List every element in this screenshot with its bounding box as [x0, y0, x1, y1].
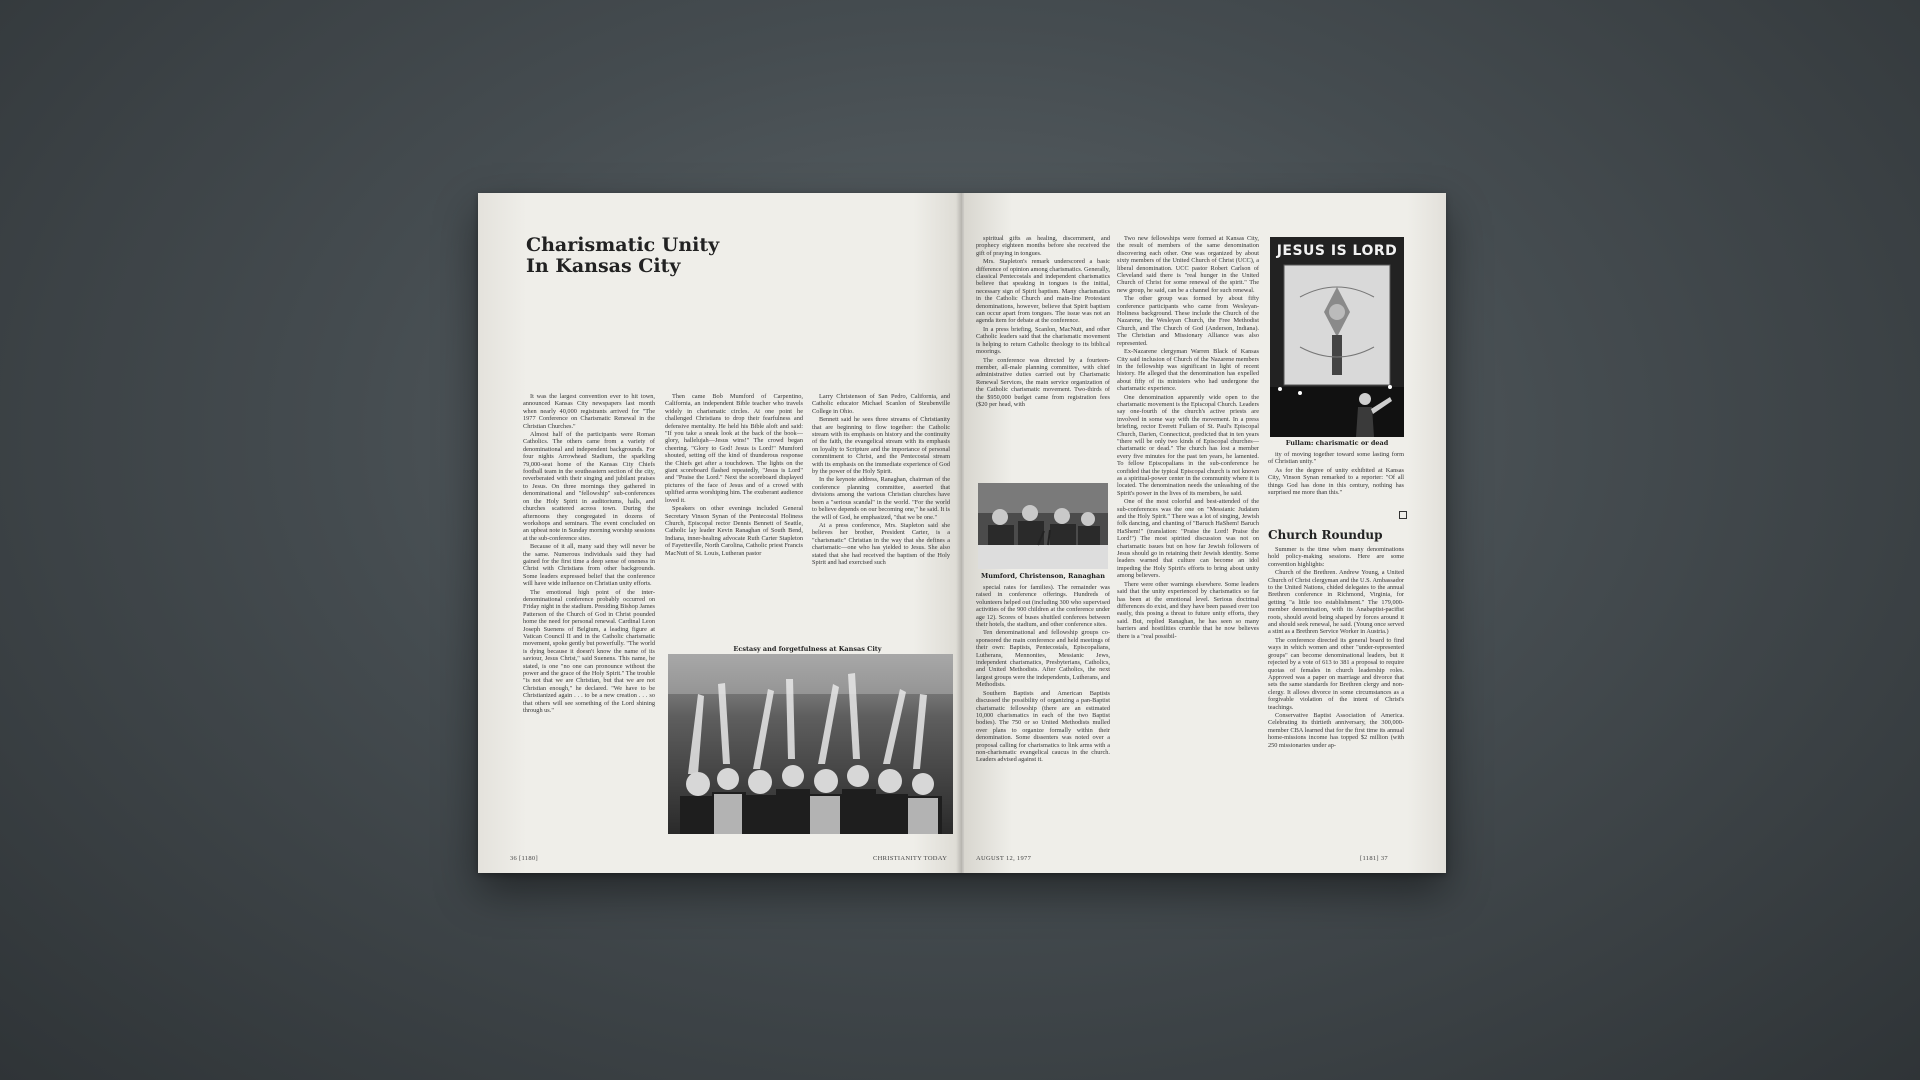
- right-page: [964, 193, 1446, 873]
- press-conference-illustration: [978, 483, 1108, 569]
- paragraph: Almost half of the participants were Roman Catholics. The others came from a variety of denominational and independent backgrounds. For four nights Arrowhead Stadium, the sparkling 79,000-seat home of the Kansas City Chiefs football team in the southeastern section of the city, reverberated with their singing and jubilant praises to Jesus. On three mornings they gathered in denominational and "fellowship" sub-conferences on the Holy Spirit in auditoriums, halls, and churches scattered across town. During the afternoons they congregated in dozens of workshops and seminars. The event concluded on an upbeat note in Sunday morning worship sessions at the sub-conference sites.: [523, 431, 655, 542]
- left-column-2: [665, 393, 803, 643]
- paragraph: Then came Bob Mumford of Carpentino, California, an independent Bible teacher who travels widely in charismatic circles. At one point he challenged Christians to drop their fearfulness and defensive mentality. He held his Bible aloft and said: "If you take a sneak look at the back of the book—glory, hallelujah—Jesus wins!" The crowd began cheering. "Glory to God! Jesus is Lord!" Mumford shouted, setting off the kind of thunderous response the Chiefs get after a touchdown. The lights on the giant scoreboard flashed repeatedly, "Jesus is Lord" and "Praise the Lord." Next the scoreboard displayed pictures of the face of Jesus and of a crowd with uplifted arms worshiping him. The exuberant audience loved it.: [665, 393, 803, 504]
- left-column-1: [523, 393, 655, 838]
- paragraph: Bennett said he sees three streams of Christianity that are beginning to flow together: the Catholic stream with its emphasis on history and the continuity of the faith, the evangelical stream with its emphasis on loyalty to Scripture and the importance of personal commitment to Christ, and the Pentecostal stream with its emphasis on the immediate experience of God by the power of the Holy Spirit.: [812, 416, 950, 476]
- fullam-photo-caption: Fullam: charismatic or dead: [1285, 439, 1389, 447]
- banner-text: JESUS IS LORD: [1276, 243, 1398, 259]
- magazine-spread: [478, 193, 1446, 873]
- paragraph: At a press conference, Mrs. Stapleton said she believes her brother, President Carter, is a "charismatic" Christian in the way that she defines a charismatic—one who has yielded to Jesus. She also stated that she had received the baptism of the Holy Spirit and had exercised such: [812, 521, 950, 566]
- jesus-is-lord-photo: [1270, 237, 1404, 437]
- paragraph: One denomination apparently wide open to the charismatic movement is the Episcopal Church. Leaders say one-fourth of the church's active priests are involved in some way with the movement. In a press briefing, rector Everett Fullam of St. Paul's Episcopal Church, Darien, Connecticut, predicted that in ten years "there will be only two kinds of Episcopal churches—charismatic or dead." The church has lost a member every five minutes for the past ten years, he lamented. To fellow Episcopalians in the sub-conference he confided that the typical Episcopal church is not known as a spiritual-power center in the community where it is located. The denomination needs the unleashing of the Spirit's power in the lives of its members, he said.: [1117, 393, 1259, 497]
- paragraph: The conference directed its general board to find ways in which women and other "under-represented groups" can become denominational leaders, but it rejected by a vote of 613 to 381 a proposal to require quotas of females in church leadership roles. Approved was a paper on marriage and divorce that sets the same standards for Brethren clergy and non-clergy. It allows divorce in some circumstances as a forgivable violation of the intent of Christ's teachings.: [1268, 636, 1404, 711]
- right-date: AUGUST 12, 1977: [976, 855, 1032, 862]
- church-roundup-heading: Church Roundup: [1268, 528, 1383, 542]
- press-conference-photo: [978, 483, 1108, 569]
- paragraph: Summer is the time when many denominations hold policy-making sessions. Here are some convention highlights:: [1268, 546, 1404, 568]
- paragraph: Larry Christenson of San Pedro, California, and Catholic educator Michael Scanlon of Steubenville College in Ohio.: [812, 393, 950, 415]
- left-magazine-name: CHRISTIANITY TODAY: [873, 855, 948, 862]
- paragraph: One of the most colorful and best-attended of the sub-conferences was the one on "Messianic Judaism and the Holy Spirit." There was a lot of singing, Jewish folk dancing, and chanting of "Baruch HaShem! Baruch HaShem!" (translation: "Praise the Lord! Praise the Lord!") The most spirited discussion was not on charismatic issues but on how far Jewish followers of Jesus should go in retaining their Jewish identity. Some leaders warned that culture can become an idol impeding the Holy Spirit's efforts to bring about unity among believers.: [1117, 498, 1259, 580]
- paragraph: special rates for families). The remainder was raised in conference offerings. Hundreds of volunteers helped out (including 300 who supervised activities of the 900 children at the conference under age 12). Scores of buses shuttled conferees between their hotels, the stadium, and other conference sites.: [976, 584, 1110, 629]
- crowd-illustration: [668, 654, 953, 834]
- right-column-2: [1117, 235, 1259, 847]
- paragraph: Mrs. Stapleton's remark underscored a basic difference of opinion among charismatics. Generally, classical Pentecostals and independent charismatics believe that speaking in tongues is the initial, necessary sign of Spirit baptism. Many charismatics in the Catholic Church and main-line Protestant denominations, however, believe that Spirit baptism can occur apart from tongues. The issue was not an agenda item for debate at the conference.: [976, 258, 1110, 325]
- paragraph: It was the largest convention ever to hit town, announced Kansas City newspapers last month when nearly 40,000 registrants arrived for "The 1977 Conference on Charismatic Renewal in the Christian Churches.": [523, 393, 655, 430]
- end-of-article-mark: [1399, 511, 1407, 519]
- paragraph: In a press briefing, Scanlon, MacNutt, and other Catholic leaders said that the charismatic movement is helping to return Catholic theology to its biblical moorings.: [976, 325, 1110, 356]
- banner-illustration: [1270, 237, 1404, 437]
- paragraph: The other group was formed by about fifty conference participants who came from Wesleyan-Holiness background. These include the Church of the Nazarene, the Wesleyan Church, the Free Methodist Church, and The Church of God (Anderson, Indiana). The Christian and Missionary Alliance was also represented.: [1117, 295, 1259, 347]
- right-column-1-top: [976, 235, 1110, 475]
- paragraph: Church of the Brethren. Andrew Young, a United Church of Christ clergyman and the U.S. Ambassador to the United Nations, chided delegates to the annual Brethren conference in Richmond, Virginia, for getting "a little too establishment." The 179,000-member denomination, with its Anabaptist-pacifist roots, should avoid being shaped by forces around it and should seek renewal, he said. (Young once served a stint as a Brethren Service Worker in Austria.): [1268, 569, 1404, 636]
- press-photo-caption: Mumford, Christenson, Ranaghan: [981, 572, 1105, 580]
- paragraph: The conference was directed by a fourteen-member, all-male planning committee, with chief administrative duties carried out by Charismatic Renewal Services, the main service organization of the Catholic charismatic movement. Two-thirds of the $950,000 budget came from registration fees ($20 per head, with: [976, 356, 1110, 408]
- paragraph: Conservative Baptist Association of America. Celebrating its thirtieth anniversary, the 300,000-member CBA learned that for the first time its annual home-missions income has topped $2 million (with 250 missionaries under ap-: [1268, 711, 1404, 749]
- paragraph: In the keynote address, Ranaghan, chairman of the conference planning committee, asserted that divisions among the various Christian churches have been a "serious scandal" in the world. "For the world to believe depends on our becoming one," he said. It is the will of God, he emphasized, "that we be one.": [812, 476, 950, 521]
- paragraph: Ten denominational and fellowship groups co-sponsored the main conference and held meetings of their own: Baptists, Pentecostals, Episcopalians, Lutherans, Mennonites, Messianic Jews, independent charismatics, Presbyterians, Catholics, and United Methodists. After Catholics, the next largest groups were the independents, Lutherans, and Methodists.: [976, 629, 1110, 689]
- paragraph: spiritual gifts as healing, discernment, and prophecy eighteen months before she received the gift of praying in tongues.: [976, 235, 1110, 257]
- headline-line-2: In Kansas City: [526, 255, 681, 277]
- headline-line-1: Charismatic Unity: [526, 234, 720, 256]
- paragraph: Because of it all, many said they will never be the same. Numerous individuals said they had gained for the first time a deep sense of oneness in Christ with Christians from other backgrounds. Some leaders expressed belief that the conference will have wide influence on Christian unity efforts.: [523, 543, 655, 588]
- paragraph: Two new fellowships were formed at Kansas City, the result of members of the same denomination discovering each other. One was organized by about sixty members of the United Church of Christ (UCC), a liberal denomination. UCC pastor Robert Carlson of Cleveland said there is "real hunger in the United Church of Christ for some renewal of the spirit." The new group, he said, can be a channel for such renewal.: [1117, 235, 1259, 294]
- paragraph: Southern Baptists and American Baptists discussed the possibility of organizing a pan-Baptist charismatic fellowship (there are an estimated 10,000 charismatics in each of the two Baptist bodies). The 750 or so United Methodists mulled over plans to organize formally within their denomination. Some dissenters was noted over a proposal calling for charismatics to link arms with a non-charismatic evangelical caucus in the church. Leaders advised against it.: [976, 689, 1110, 764]
- paragraph: There were other warnings elsewhere. Some leaders said that the unity experienced by charismatics so far has been at the emotional level. Serious doctrinal differences do exist, and they have been passed over too easily, this posing a threat to future unity efforts, they said. But, replied Ranaghan, he has seen so many barriers and hostilities crumble that he now believes there is a "real possibil-: [1117, 580, 1259, 640]
- paragraph: ity of moving together toward some lasting form of Christian unity.": [1268, 451, 1404, 466]
- left-column-3: [812, 393, 950, 643]
- right-page-number: [1181] 37: [1360, 855, 1388, 862]
- right-column-3-top: [1268, 451, 1404, 513]
- church-roundup-text: [1268, 546, 1404, 846]
- crowd-photo: [668, 654, 953, 834]
- paragraph: Ex-Nazarene clergyman Warren Black of Kansas City said inclusion of Church of the Nazarene members in the fellowship was significant in light of recent history. He alleged that the denomination has expelled about fifty of its ministers who had undergone the charismatic experience.: [1117, 348, 1259, 393]
- right-column-1-bottom: [976, 584, 1110, 846]
- crowd-photo-caption: Ecstasy and forgetfulness at Kansas City: [733, 645, 882, 653]
- paragraph: As for the degree of unity exhibited at Kansas City, Vinson Synan remarked to a reporter: "Of all things God has done in this century, nothing has surprised me more than this.": [1268, 466, 1404, 497]
- left-page-number: 36 [1180]: [510, 855, 538, 862]
- left-page: [478, 193, 962, 873]
- article-headline: [526, 235, 786, 277]
- paragraph: Speakers on other evenings included General Secretary Vinson Synan of the Pentecostal Holiness Church, Episcopal rector Dennis Bennett of Seattle, Catholic lay leader Kevin Ranaghan of South Bend, Indiana, inner-healing advocate Ruth Carter Stapleton of Fayetteville, North Carolina, Catholic priest Francis MacNutt of St. Louis, Lutheran pastor: [665, 505, 803, 557]
- paragraph: The emotional high point of the inter-denominational conference probably occurred on Friday night in the stadium. Presiding Bishop James Patterson of the Church of God in Christ pounded home the need for personal renewal. Cardinal Leon Joseph Suenens of Belgium, a leading figure at Vatican Council II and in the Catholic charismatic movement, spoke gently but powerfully. "The world is dying because it doesn't know the name of its saviour, Jesus Christ," said Suenens. This name, he stated, is one "no one can pronounce without the power and the grace of the Holy Spirit." The trouble "is not that we are Christian, but that we are not Christian enough," he declared. "We have to be Christianized again . . . to be a new creation . . . so that others will see something of the Lord shining through us.": [523, 588, 655, 715]
